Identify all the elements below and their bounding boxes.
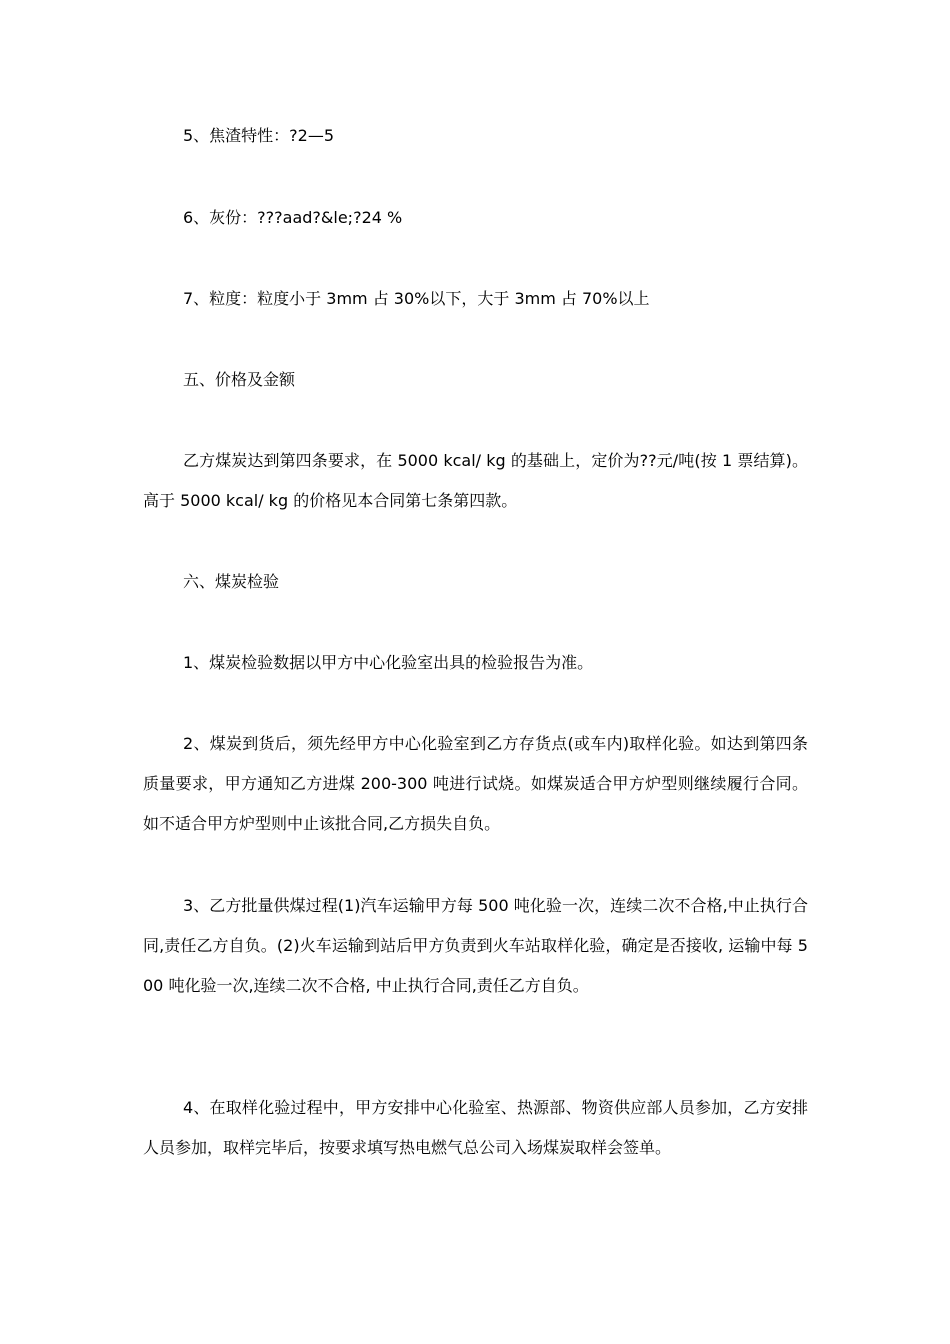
clause-granularity: 7、粒度：粒度小于 3mm 占 30%以下，大于 3mm 占 70%以上: [183, 289, 650, 308]
section-heading-inspection: 六、煤炭检验: [183, 572, 280, 591]
clause-ash-content: 6、灰份：???aad?&le;?24 %: [183, 208, 403, 227]
section-heading-price: 五、价格及金额: [183, 370, 296, 389]
clause-inspection-4: 4、在取样化验过程中，甲方安排中心化验室、热源部、物资供应部人员参加，乙方安排人员参加，取样完毕后，按要求填写热电燃气总公司入场煤炭取样会签单。: [143, 1098, 808, 1157]
clause-inspection-1: 1、煤炭检验数据以甲方中心化验室出具的检验报告为准。: [183, 653, 594, 672]
clause-inspection-2: 2、煤炭到货后，须先经甲方中心化验室到乙方存货点(或车内)取样化验。如达到第四条质量要求，甲方通知乙方进煤 200-300 吨进行试烧。如煤炭适合甲方炉型则继续履行合同。如不适合甲方炉型则中止该批合同,乙方损失自负。: [143, 734, 808, 833]
clause-price-detail: 乙方煤炭达到第四条要求，在 5000 kcal/ kg 的基础上，定价为??元/吨(按 1 票结算)。高于 5000 kcal/ kg 的价格见本合同第七条第四款。: [143, 451, 808, 510]
clause-inspection-3: 3、乙方批量供煤过程(1)汽车运输甲方每 500 吨化验一次，连续二次不合格,中止执行合同,责任乙方自负。(2)火车运输到站后甲方负责到火车站取样化验，确定是否接收, 运输中每 500 吨化验一次,连续二次不合格, 中止执行合同,责任乙方自负。: [143, 896, 808, 995]
clause-coking-property: 5、焦渣特性：?2—5: [183, 126, 335, 145]
